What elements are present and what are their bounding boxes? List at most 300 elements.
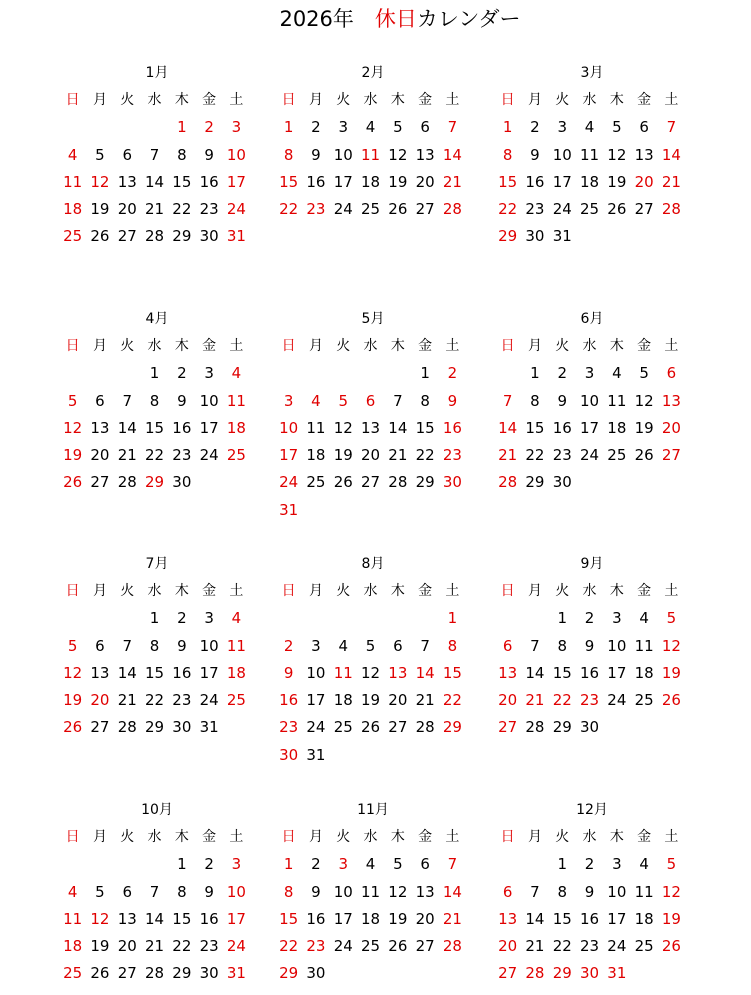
day-cell: 8 bbox=[557, 882, 568, 901]
weekday-header: 金 bbox=[202, 338, 217, 354]
day-cell: 16 bbox=[306, 909, 326, 928]
day-cell: 16 bbox=[442, 418, 462, 437]
weekday-header: 月 bbox=[527, 338, 542, 354]
day-cell: 2 bbox=[447, 364, 458, 383]
day-cell: 4 bbox=[67, 882, 78, 901]
day-cell: 5 bbox=[666, 855, 677, 874]
day-cell: 10 bbox=[333, 145, 353, 164]
day-cell: 1 bbox=[283, 118, 294, 137]
day-cell: 18 bbox=[360, 172, 381, 191]
day-cell: 27 bbox=[388, 718, 408, 737]
day-cell: 15 bbox=[144, 418, 165, 437]
empty-cell bbox=[114, 605, 141, 632]
title-holiday: 休日 bbox=[374, 7, 417, 31]
day-cell: 28 bbox=[117, 718, 137, 737]
day-cell: 12 bbox=[388, 882, 408, 901]
day-cell: 15 bbox=[279, 909, 299, 928]
weekday-header: 金 bbox=[202, 829, 217, 845]
weekday-header: 木 bbox=[390, 829, 405, 845]
day-cell: 13 bbox=[117, 172, 137, 191]
day-cell: 5 bbox=[365, 636, 376, 655]
day-cell: 30 bbox=[172, 473, 192, 492]
day-cell: 2 bbox=[177, 364, 187, 383]
weekday-header: 月 bbox=[308, 829, 323, 845]
day-cell: 22 bbox=[172, 937, 192, 956]
day-cell: 20 bbox=[415, 909, 435, 928]
day-cell: 16 bbox=[306, 172, 326, 191]
weekday-header: 日 bbox=[281, 583, 296, 599]
day-cell: 3 bbox=[204, 609, 214, 628]
day-cell: 6 bbox=[502, 636, 513, 655]
day-cell: 24 bbox=[199, 446, 219, 465]
day-cell: 26 bbox=[63, 718, 83, 737]
day-cell: 14 bbox=[117, 663, 137, 682]
day-cell: 15 bbox=[144, 663, 165, 682]
empty-cell bbox=[330, 605, 357, 632]
day-cell: 19 bbox=[63, 446, 83, 465]
day-cell: 22 bbox=[144, 691, 165, 710]
month-days-grid bbox=[275, 87, 471, 223]
weekday-header: 金 bbox=[418, 338, 433, 354]
empty-cell bbox=[86, 114, 113, 141]
day-cell: 28 bbox=[661, 200, 681, 219]
day-cell: 28 bbox=[117, 473, 137, 492]
weekday-header: 土 bbox=[229, 338, 244, 354]
empty-cell bbox=[114, 114, 141, 141]
day-cell: 11 bbox=[360, 882, 381, 901]
day-cell: 29 bbox=[442, 718, 462, 737]
day-cell: 13 bbox=[90, 663, 110, 682]
day-cell: 6 bbox=[365, 391, 376, 410]
empty-cell bbox=[275, 605, 302, 632]
day-cell: 22 bbox=[279, 937, 299, 956]
month-block bbox=[494, 797, 690, 988]
day-cell: 15 bbox=[172, 909, 192, 928]
day-cell: 9 bbox=[177, 391, 187, 410]
day-cell: 6 bbox=[393, 636, 403, 655]
weekday-header: 火 bbox=[120, 92, 135, 108]
day-cell: 22 bbox=[525, 446, 545, 465]
day-cell: 10 bbox=[607, 882, 627, 901]
day-cell: 7 bbox=[420, 636, 430, 655]
day-cell: 28 bbox=[144, 227, 165, 246]
day-cell: 25 bbox=[226, 446, 246, 465]
day-cell: 5 bbox=[338, 391, 349, 410]
day-cell: 12 bbox=[388, 145, 408, 164]
day-cell: 10 bbox=[306, 663, 326, 682]
month-block bbox=[494, 60, 690, 251]
day-cell: 17 bbox=[306, 691, 326, 710]
day-cell: 31 bbox=[306, 745, 326, 764]
weekday-header: 木 bbox=[609, 829, 624, 845]
day-cell: 6 bbox=[502, 882, 513, 901]
day-cell: 22 bbox=[442, 691, 462, 710]
day-cell: 9 bbox=[311, 145, 321, 164]
day-cell: 3 bbox=[283, 391, 294, 410]
weekday-header: 日 bbox=[65, 583, 80, 599]
day-cell: 28 bbox=[525, 964, 545, 983]
weekday-header: 日 bbox=[500, 583, 515, 599]
day-cell: 10 bbox=[199, 636, 219, 655]
month-name: 11月 bbox=[357, 802, 389, 818]
month-name: 9月 bbox=[580, 556, 604, 572]
day-cell: 4 bbox=[639, 855, 649, 874]
day-cell: 5 bbox=[393, 118, 403, 137]
day-cell: 8 bbox=[283, 145, 294, 164]
day-cell: 3 bbox=[231, 118, 242, 137]
day-cell: 31 bbox=[552, 227, 572, 246]
day-cell: 4 bbox=[584, 118, 595, 137]
day-cell: 16 bbox=[199, 172, 219, 191]
empty-cell bbox=[275, 360, 302, 387]
day-cell: 2 bbox=[204, 118, 214, 137]
day-cell: 24 bbox=[552, 200, 572, 219]
day-cell: 3 bbox=[204, 364, 214, 383]
day-cell: 24 bbox=[579, 446, 600, 465]
weekday-header: 水 bbox=[363, 338, 378, 354]
day-cell: 18 bbox=[226, 663, 246, 682]
day-cell: 30 bbox=[199, 227, 219, 246]
day-cell: 26 bbox=[661, 691, 681, 710]
month-days-grid bbox=[275, 824, 471, 988]
day-cell: 2 bbox=[584, 855, 595, 874]
day-cell: 15 bbox=[442, 663, 462, 682]
day-cell: 9 bbox=[447, 391, 458, 410]
day-cell: 14 bbox=[442, 145, 462, 164]
day-cell: 14 bbox=[415, 663, 435, 682]
weekday-header: 月 bbox=[92, 92, 107, 108]
day-cell: 24 bbox=[226, 937, 246, 956]
day-cell: 4 bbox=[311, 391, 321, 410]
day-cell: 20 bbox=[498, 691, 518, 710]
day-cell: 12 bbox=[661, 636, 681, 655]
day-cell: 27 bbox=[360, 473, 381, 492]
day-cell: 21 bbox=[525, 937, 545, 956]
day-cell: 21 bbox=[117, 446, 137, 465]
day-cell: 1 bbox=[420, 364, 430, 383]
day-cell: 17 bbox=[579, 418, 600, 437]
day-cell: 10 bbox=[279, 418, 299, 437]
day-cell: 31 bbox=[279, 500, 299, 519]
day-cell: 7 bbox=[530, 636, 540, 655]
day-cell: 14 bbox=[144, 172, 165, 191]
day-cell: 19 bbox=[607, 172, 627, 191]
weekday-header: 木 bbox=[174, 92, 189, 108]
weekday-header: 水 bbox=[582, 338, 597, 354]
month-days-grid bbox=[494, 578, 690, 742]
day-cell: 10 bbox=[199, 391, 219, 410]
day-cell: 19 bbox=[388, 909, 408, 928]
day-cell: 13 bbox=[415, 145, 435, 164]
day-cell: 17 bbox=[199, 663, 219, 682]
day-cell: 1 bbox=[149, 609, 160, 628]
month-days-grid bbox=[275, 578, 471, 769]
weekday-header: 日 bbox=[65, 338, 80, 354]
weekday-header: 金 bbox=[418, 583, 433, 599]
day-cell: 20 bbox=[661, 418, 681, 437]
weekday-header: 水 bbox=[147, 338, 162, 354]
weekday-header: 金 bbox=[202, 583, 217, 599]
day-cell: 10 bbox=[333, 882, 353, 901]
month-block bbox=[494, 306, 690, 497]
month-days-grid bbox=[494, 333, 690, 497]
month-days-grid bbox=[275, 333, 471, 524]
day-cell: 8 bbox=[149, 391, 160, 410]
month-block bbox=[275, 60, 471, 223]
day-cell: 15 bbox=[525, 418, 545, 437]
day-cell: 1 bbox=[530, 364, 540, 383]
day-cell: 25 bbox=[333, 718, 353, 737]
weekday-header: 月 bbox=[527, 829, 542, 845]
weekday-header: 金 bbox=[637, 338, 652, 354]
day-cell: 4 bbox=[639, 609, 649, 628]
weekday-header: 金 bbox=[202, 92, 217, 108]
month-days-grid bbox=[59, 578, 255, 742]
day-cell: 6 bbox=[95, 391, 105, 410]
month-block bbox=[275, 551, 471, 769]
day-cell: 14 bbox=[442, 882, 462, 901]
weekday-header: 月 bbox=[92, 583, 107, 599]
day-cell: 2 bbox=[557, 364, 568, 383]
day-cell: 29 bbox=[552, 964, 572, 983]
day-cell: 1 bbox=[283, 855, 294, 874]
month-block bbox=[275, 797, 471, 988]
day-cell: 8 bbox=[177, 145, 187, 164]
weekday-header: 木 bbox=[390, 338, 405, 354]
day-cell: 19 bbox=[388, 172, 408, 191]
day-cell: 7 bbox=[393, 391, 403, 410]
day-cell: 10 bbox=[579, 391, 600, 410]
day-cell: 22 bbox=[279, 200, 299, 219]
day-cell: 23 bbox=[306, 937, 326, 956]
month-days-grid bbox=[59, 333, 255, 497]
day-cell: 12 bbox=[661, 882, 681, 901]
weekday-header: 木 bbox=[390, 92, 405, 108]
day-cell: 12 bbox=[63, 663, 83, 682]
title-year: 2026年 bbox=[279, 7, 354, 31]
weekday-header: 日 bbox=[65, 92, 80, 108]
month-block bbox=[494, 551, 690, 742]
weekday-header: 木 bbox=[174, 829, 189, 845]
day-cell: 5 bbox=[95, 882, 105, 901]
day-cell: 20 bbox=[360, 446, 381, 465]
weekday-header: 火 bbox=[555, 92, 570, 108]
day-cell: 26 bbox=[607, 200, 627, 219]
day-cell: 16 bbox=[172, 663, 192, 682]
day-cell: 12 bbox=[360, 663, 381, 682]
day-cell: 12 bbox=[634, 391, 654, 410]
day-cell: 20 bbox=[117, 200, 137, 219]
empty-cell bbox=[59, 114, 86, 141]
day-cell: 27 bbox=[498, 964, 518, 983]
day-cell: 4 bbox=[231, 364, 242, 383]
day-cell: 19 bbox=[661, 909, 681, 928]
weekday-header: 土 bbox=[664, 338, 679, 354]
day-cell: 27 bbox=[90, 718, 110, 737]
day-cell: 5 bbox=[95, 145, 105, 164]
day-cell: 11 bbox=[63, 909, 83, 928]
weekday-header: 月 bbox=[308, 92, 323, 108]
day-cell: 25 bbox=[360, 200, 381, 219]
weekday-header: 月 bbox=[92, 829, 107, 845]
day-cell: 11 bbox=[333, 663, 353, 682]
day-cell: 12 bbox=[607, 145, 627, 164]
day-cell: 12 bbox=[63, 418, 83, 437]
day-cell: 26 bbox=[388, 937, 408, 956]
day-cell: 30 bbox=[579, 718, 600, 737]
day-cell: 29 bbox=[172, 227, 192, 246]
day-cell: 28 bbox=[415, 718, 435, 737]
weekday-header: 水 bbox=[147, 829, 162, 845]
day-cell: 17 bbox=[333, 909, 353, 928]
day-cell: 3 bbox=[338, 118, 349, 137]
empty-cell bbox=[114, 851, 141, 878]
empty-cell bbox=[494, 605, 521, 632]
day-cell: 24 bbox=[607, 691, 627, 710]
empty-cell bbox=[357, 605, 384, 632]
day-cell: 22 bbox=[172, 200, 192, 219]
day-cell: 21 bbox=[661, 172, 681, 191]
day-cell: 2 bbox=[584, 609, 595, 628]
day-cell: 11 bbox=[634, 636, 654, 655]
weekday-header: 金 bbox=[418, 92, 433, 108]
day-cell: 24 bbox=[306, 718, 326, 737]
day-cell: 13 bbox=[498, 909, 518, 928]
day-cell: 12 bbox=[333, 418, 353, 437]
day-cell: 28 bbox=[388, 473, 408, 492]
day-cell: 24 bbox=[333, 200, 353, 219]
day-cell: 17 bbox=[333, 172, 353, 191]
day-cell: 26 bbox=[90, 227, 110, 246]
day-cell: 24 bbox=[199, 691, 219, 710]
day-cell: 5 bbox=[612, 118, 622, 137]
empty-cell bbox=[384, 605, 411, 632]
empty-cell bbox=[114, 360, 141, 387]
day-cell: 12 bbox=[90, 172, 110, 191]
month-name: 7月 bbox=[145, 556, 169, 572]
weekday-header: 火 bbox=[555, 829, 570, 845]
empty-cell bbox=[494, 360, 521, 387]
day-cell: 28 bbox=[498, 473, 518, 492]
month-days-grid bbox=[59, 87, 255, 251]
day-cell: 31 bbox=[226, 227, 246, 246]
day-cell: 30 bbox=[199, 964, 219, 983]
day-cell: 11 bbox=[306, 418, 326, 437]
day-cell: 30 bbox=[306, 964, 326, 983]
empty-cell bbox=[411, 605, 438, 632]
weekday-header: 日 bbox=[281, 829, 296, 845]
weekday-header: 木 bbox=[174, 338, 189, 354]
day-cell: 1 bbox=[502, 118, 513, 137]
weekday-header: 木 bbox=[609, 92, 624, 108]
day-cell: 6 bbox=[122, 145, 133, 164]
weekday-header: 日 bbox=[500, 338, 515, 354]
month-name: 4月 bbox=[145, 311, 169, 327]
day-cell: 21 bbox=[442, 172, 462, 191]
weekday-header: 水 bbox=[363, 583, 378, 599]
day-cell: 14 bbox=[144, 909, 165, 928]
day-cell: 15 bbox=[415, 418, 435, 437]
day-cell: 18 bbox=[607, 418, 627, 437]
weekday-header: 日 bbox=[65, 829, 80, 845]
day-cell: 29 bbox=[144, 473, 165, 492]
month-block bbox=[59, 60, 255, 251]
weekday-header: 水 bbox=[147, 92, 162, 108]
day-cell: 3 bbox=[557, 118, 568, 137]
day-cell: 14 bbox=[525, 663, 545, 682]
weekday-header: 日 bbox=[500, 829, 515, 845]
day-cell: 4 bbox=[338, 636, 349, 655]
day-cell: 30 bbox=[552, 473, 572, 492]
day-cell: 9 bbox=[311, 882, 321, 901]
day-cell: 3 bbox=[612, 855, 622, 874]
day-cell: 8 bbox=[177, 882, 187, 901]
weekday-header: 水 bbox=[582, 92, 597, 108]
day-cell: 15 bbox=[552, 663, 572, 682]
weekday-header: 月 bbox=[308, 583, 323, 599]
month-name: 8月 bbox=[361, 556, 385, 572]
day-cell: 11 bbox=[607, 391, 627, 410]
day-cell: 13 bbox=[388, 663, 408, 682]
day-cell: 25 bbox=[607, 446, 627, 465]
day-cell: 25 bbox=[306, 473, 326, 492]
empty-cell bbox=[494, 851, 521, 878]
day-cell: 15 bbox=[498, 172, 518, 191]
day-cell: 26 bbox=[360, 718, 381, 737]
day-cell: 23 bbox=[199, 200, 219, 219]
day-cell: 5 bbox=[639, 364, 649, 383]
day-cell: 23 bbox=[442, 446, 462, 465]
weekday-header: 日 bbox=[500, 92, 515, 108]
weekday-header: 水 bbox=[582, 583, 597, 599]
day-cell: 27 bbox=[661, 446, 681, 465]
day-cell: 2 bbox=[283, 636, 294, 655]
weekday-header: 火 bbox=[336, 583, 351, 599]
weekday-header: 金 bbox=[637, 92, 652, 108]
day-cell: 2 bbox=[204, 855, 214, 874]
day-cell: 4 bbox=[612, 364, 622, 383]
day-cell: 30 bbox=[172, 718, 192, 737]
day-cell: 12 bbox=[90, 909, 110, 928]
day-cell: 8 bbox=[420, 391, 430, 410]
day-cell: 10 bbox=[607, 636, 627, 655]
empty-cell bbox=[141, 114, 168, 141]
empty-cell bbox=[86, 605, 113, 632]
weekday-header: 月 bbox=[308, 338, 323, 354]
day-cell: 18 bbox=[634, 663, 654, 682]
weekday-header: 土 bbox=[664, 583, 679, 599]
day-cell: 16 bbox=[172, 418, 192, 437]
empty-cell bbox=[521, 851, 548, 878]
weekday-header: 日 bbox=[281, 92, 296, 108]
empty-cell bbox=[59, 851, 86, 878]
empty-cell bbox=[302, 360, 329, 387]
day-cell: 25 bbox=[360, 937, 381, 956]
day-cell: 22 bbox=[498, 200, 518, 219]
day-cell: 18 bbox=[63, 200, 83, 219]
weekday-header: 土 bbox=[229, 829, 244, 845]
day-cell: 18 bbox=[579, 172, 600, 191]
month-name: 3月 bbox=[580, 65, 604, 81]
weekday-header: 火 bbox=[336, 338, 351, 354]
day-cell: 4 bbox=[231, 609, 242, 628]
weekday-header: 金 bbox=[637, 583, 652, 599]
day-cell: 1 bbox=[557, 609, 568, 628]
day-cell: 20 bbox=[634, 172, 654, 191]
day-cell: 13 bbox=[90, 418, 110, 437]
day-cell: 17 bbox=[226, 172, 246, 191]
day-cell: 29 bbox=[498, 227, 518, 246]
